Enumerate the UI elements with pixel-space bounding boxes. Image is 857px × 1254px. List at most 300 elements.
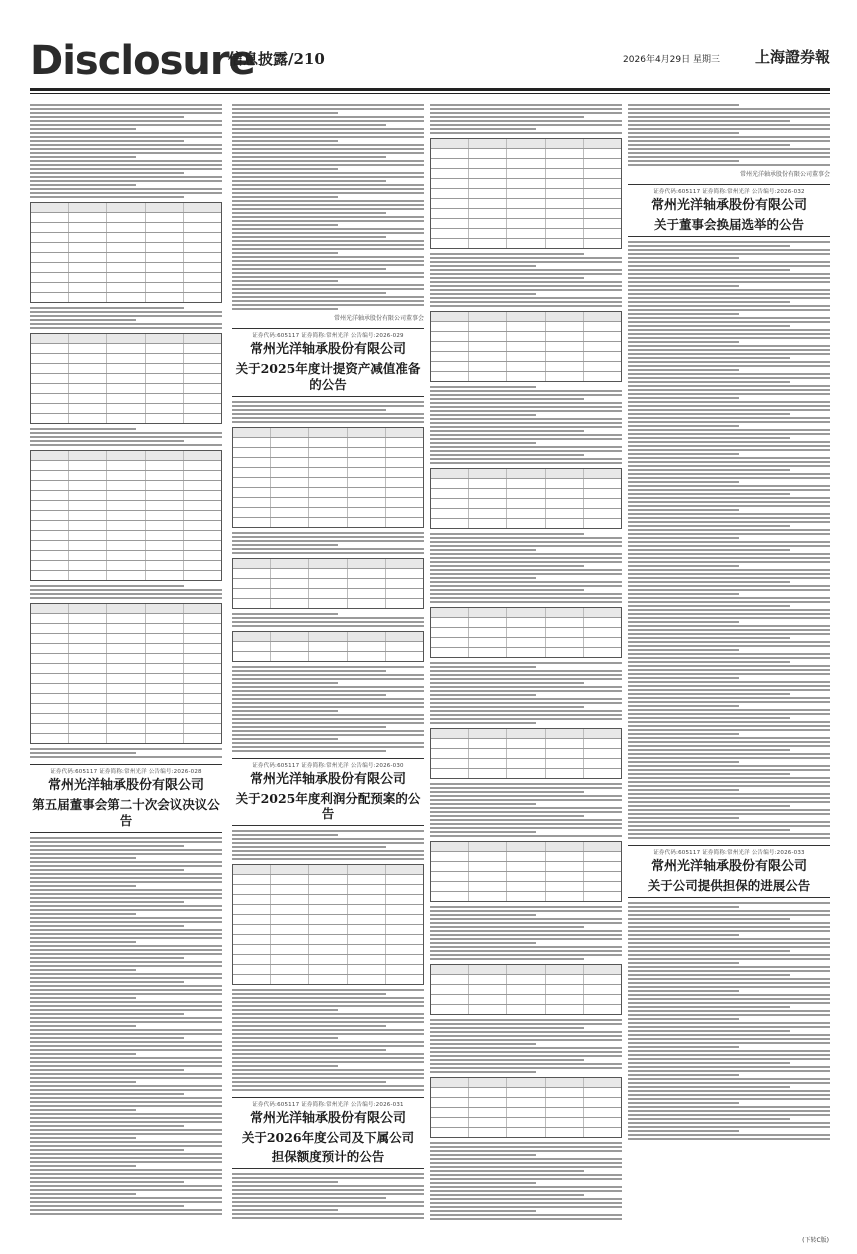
table-cell [184, 634, 221, 643]
table-cell [184, 604, 221, 613]
announcement-title: 第五届董事会第二十次会议决议公告 [32, 797, 220, 828]
text-line [430, 430, 584, 432]
table-cell [507, 842, 545, 851]
table-cell [469, 159, 507, 168]
table-cell [69, 604, 107, 613]
table-cell [146, 203, 184, 212]
table-cell [584, 219, 621, 228]
table-cell [271, 632, 309, 641]
table-row [233, 488, 423, 498]
text-line [628, 1110, 830, 1112]
table-cell [107, 501, 145, 510]
text-line [30, 180, 222, 182]
table-cell [309, 875, 347, 884]
table-cell [146, 364, 184, 373]
text-line [430, 1027, 584, 1029]
table-cell [309, 975, 347, 984]
text-line [628, 265, 830, 267]
text-line [30, 845, 184, 847]
text-line [430, 795, 622, 797]
text-line [628, 926, 830, 928]
text-line [628, 545, 830, 547]
table-cell [69, 404, 107, 413]
text-line [30, 1065, 222, 1067]
table-cell [546, 159, 584, 168]
table-cell [469, 1118, 507, 1127]
table-cell [69, 654, 107, 663]
table-cell [233, 448, 271, 457]
text-line [30, 1117, 222, 1119]
table-cell [386, 885, 423, 894]
text-line [628, 1118, 790, 1120]
table-cell [546, 332, 584, 341]
table-cell [584, 1005, 621, 1014]
text-line [430, 710, 622, 712]
text-line [628, 485, 830, 487]
table-row [233, 652, 423, 661]
table-cell [507, 209, 545, 218]
text-line [232, 120, 424, 122]
table-row [233, 875, 423, 885]
text-line [30, 1125, 184, 1127]
table-cell [233, 955, 271, 964]
table-row [431, 159, 621, 169]
column-2 [232, 102, 424, 1220]
text-line [430, 418, 622, 420]
table-cell [146, 571, 184, 580]
table-cell [584, 862, 621, 871]
text-line [628, 705, 739, 707]
masthead-rule [30, 88, 830, 91]
table-cell [233, 945, 271, 954]
table-cell [469, 975, 507, 984]
text-line [30, 1013, 184, 1015]
text-line [232, 124, 386, 126]
table-cell [546, 739, 584, 748]
table-row [431, 1005, 621, 1014]
text-line [430, 422, 622, 424]
table-cell [507, 169, 545, 178]
text-line [30, 1041, 222, 1043]
text-line [628, 633, 830, 635]
table-row [31, 384, 221, 394]
text-line [430, 674, 622, 676]
announcement-code: 证券代码:605117 证券简称:常州光洋 公告编号:2026-029 [252, 333, 404, 339]
text-line [232, 284, 424, 286]
text-line [628, 120, 790, 122]
text-line [628, 1062, 790, 1064]
table-cell [31, 571, 69, 580]
table-cell [184, 654, 221, 663]
table-cell [507, 499, 545, 508]
text-line [232, 854, 424, 856]
table-cell [31, 531, 69, 540]
table-cell [146, 501, 184, 510]
text-line [232, 1189, 424, 1191]
table-row [31, 734, 221, 743]
text-line [430, 1047, 622, 1049]
table-cell [146, 273, 184, 282]
table-cell [107, 344, 145, 353]
table-cell [69, 253, 107, 262]
text-line [30, 124, 222, 126]
table-cell [546, 219, 584, 228]
table-cell [184, 734, 221, 743]
text-line [232, 196, 338, 198]
table-cell [31, 624, 69, 633]
table-cell [233, 925, 271, 934]
table-cell [233, 905, 271, 914]
table-cell [431, 862, 469, 871]
text-line [628, 241, 830, 243]
text-line [628, 1114, 830, 1116]
text-line [232, 300, 424, 302]
table-cell [107, 724, 145, 733]
text-line [628, 445, 830, 447]
table-row [431, 1128, 621, 1137]
table-cell [507, 985, 545, 994]
table-cell [431, 628, 469, 637]
table-cell [31, 471, 69, 480]
text-line [628, 397, 739, 399]
text-line [30, 1133, 222, 1135]
text-line [628, 789, 739, 791]
table-row [431, 312, 621, 322]
text-line [628, 569, 830, 571]
table-cell [233, 498, 271, 507]
text-line [30, 1025, 136, 1027]
text-line [628, 697, 830, 699]
text-line [628, 829, 790, 831]
text-line [232, 714, 424, 716]
table-row [233, 518, 423, 527]
table-row [431, 985, 621, 995]
text-line [430, 682, 584, 684]
text-line [30, 176, 222, 178]
table-row [431, 1078, 621, 1088]
text-line [430, 922, 622, 924]
table-cell [31, 614, 69, 623]
table-row [233, 589, 423, 599]
table-row [233, 642, 423, 652]
table-row [431, 499, 621, 509]
text-line [232, 1053, 424, 1055]
table-row [31, 283, 221, 293]
text-line [30, 156, 136, 158]
text-line [628, 934, 739, 936]
text-line [628, 605, 790, 607]
table-cell [431, 892, 469, 901]
table-cell [431, 882, 469, 891]
text-line [30, 748, 222, 750]
data-table [430, 964, 622, 1015]
table-cell [69, 273, 107, 282]
text-line [30, 865, 222, 867]
text-line [430, 1162, 622, 1164]
text-line [628, 369, 739, 371]
table-cell [386, 865, 423, 874]
table-row [31, 374, 221, 384]
text-line [628, 249, 830, 251]
text-line [30, 877, 222, 879]
table-cell [146, 394, 184, 403]
text-line [628, 549, 790, 551]
text-line [430, 1067, 622, 1069]
text-line [628, 958, 830, 960]
text-line [30, 1109, 136, 1111]
table-cell [69, 551, 107, 560]
table-cell [146, 481, 184, 490]
column-4 [628, 102, 830, 1220]
text-line [232, 850, 424, 852]
announcement-company: 常州光洋轴承股份有限公司 [249, 1111, 406, 1126]
text-line [628, 269, 790, 271]
table-cell [146, 551, 184, 560]
text-line [628, 649, 739, 651]
table-cell [546, 519, 584, 528]
table-cell [69, 511, 107, 520]
text-line [430, 1214, 622, 1216]
table-cell [146, 674, 184, 683]
text-line [430, 406, 622, 408]
table-cell [348, 935, 386, 944]
table-cell [184, 334, 221, 343]
table-cell [348, 508, 386, 517]
table-cell [348, 965, 386, 974]
table-row [31, 614, 221, 624]
text-line [628, 112, 830, 114]
text-line [628, 725, 830, 727]
table-row [431, 352, 621, 362]
table-cell [146, 213, 184, 222]
text-line [628, 505, 830, 507]
text-line [232, 276, 424, 278]
table-cell [146, 561, 184, 570]
text-line [232, 1057, 424, 1059]
table-cell [309, 498, 347, 507]
text-line [30, 1149, 184, 1151]
table-cell [69, 344, 107, 353]
text-line [30, 1009, 222, 1011]
table-row [31, 501, 221, 511]
table-cell [469, 312, 507, 321]
text-line [628, 1002, 830, 1004]
table-cell [107, 283, 145, 292]
table-row [431, 509, 621, 519]
table-cell [431, 219, 469, 228]
text-line [232, 272, 424, 274]
text-line [628, 942, 830, 944]
text-line [430, 942, 536, 944]
text-line [30, 893, 222, 895]
table-cell [348, 642, 386, 651]
table-cell [69, 233, 107, 242]
table-cell [386, 965, 423, 974]
table-cell [431, 638, 469, 647]
text-line [232, 288, 424, 290]
table-cell [584, 519, 621, 528]
text-line [628, 301, 790, 303]
table-row [431, 1098, 621, 1108]
text-line [232, 1001, 424, 1003]
text-line [232, 296, 424, 298]
text-line [628, 293, 830, 295]
table-cell [69, 283, 107, 292]
text-line [430, 601, 622, 603]
table-cell [348, 632, 386, 641]
table-row [431, 362, 621, 372]
table-cell [546, 892, 584, 901]
text-line [30, 756, 222, 758]
text-line [232, 280, 338, 282]
text-line [30, 989, 222, 991]
table-cell [233, 428, 271, 437]
table-cell [507, 618, 545, 627]
text-line [232, 184, 424, 186]
table-cell [507, 749, 545, 758]
table-cell [431, 759, 469, 768]
table-cell [107, 451, 145, 460]
table-cell [233, 642, 271, 651]
table-cell [146, 374, 184, 383]
text-line [232, 1009, 338, 1011]
text-line [232, 264, 424, 266]
table-cell [146, 384, 184, 393]
table-cell [348, 885, 386, 894]
table-cell [309, 589, 347, 598]
table-cell [431, 852, 469, 861]
table-row [31, 354, 221, 364]
text-line [628, 345, 830, 347]
table-cell [107, 233, 145, 242]
table-row [431, 479, 621, 489]
table-row [31, 531, 221, 541]
text-line [30, 184, 136, 186]
table-cell [31, 724, 69, 733]
text-line [628, 693, 790, 695]
table-cell [507, 469, 545, 478]
table-cell [69, 684, 107, 693]
text-line [430, 1154, 536, 1156]
table-cell [309, 632, 347, 641]
text-line [430, 690, 622, 692]
text-line [30, 841, 222, 843]
text-line [430, 1202, 622, 1204]
text-line [628, 817, 739, 819]
table-cell [507, 882, 545, 891]
text-line [430, 269, 622, 271]
table-cell [507, 1128, 545, 1137]
table-cell [146, 334, 184, 343]
text-line [30, 1017, 222, 1019]
table-cell [507, 975, 545, 984]
table-cell [184, 644, 221, 653]
table-cell [507, 139, 545, 148]
text-line [628, 813, 830, 815]
body-text-block [430, 533, 622, 603]
table-cell [146, 704, 184, 713]
text-line [430, 273, 622, 275]
text-line [430, 938, 622, 940]
table-row [431, 965, 621, 975]
text-line [628, 128, 830, 130]
text-line [628, 341, 739, 343]
table-cell [431, 769, 469, 778]
table-cell [507, 1098, 545, 1107]
table-cell [233, 915, 271, 924]
data-table [430, 311, 622, 382]
text-line [430, 930, 622, 932]
text-line [232, 304, 424, 306]
table-cell [233, 458, 271, 467]
text-line [30, 432, 222, 434]
table-cell [309, 642, 347, 651]
body-text-block [30, 428, 222, 446]
text-line [232, 997, 424, 999]
text-line [628, 257, 739, 259]
table-cell [507, 965, 545, 974]
text-line [30, 953, 222, 955]
text-line [430, 1055, 622, 1057]
text-line [628, 409, 830, 411]
table-cell [469, 648, 507, 657]
text-line [628, 597, 830, 599]
table-cell [469, 219, 507, 228]
table-cell [469, 882, 507, 891]
text-line [30, 1213, 222, 1215]
text-line [430, 454, 584, 456]
table-cell [431, 499, 469, 508]
announcement-title: 关于2025年度利润分配预案的公告 [235, 790, 421, 822]
text-line [628, 449, 830, 451]
text-line [30, 315, 222, 317]
table-cell [507, 1078, 545, 1087]
table-cell [584, 372, 621, 381]
table-cell [107, 394, 145, 403]
table-cell [184, 704, 221, 713]
text-line [232, 621, 424, 623]
text-line [30, 148, 222, 150]
text-line [628, 501, 830, 503]
text-line [232, 140, 338, 142]
table-cell [431, 729, 469, 738]
data-table [232, 427, 424, 528]
table-cell [146, 511, 184, 520]
text-line [232, 1089, 424, 1091]
text-line [430, 434, 622, 436]
table-cell [584, 769, 621, 778]
text-line [628, 629, 830, 631]
table-cell [309, 935, 347, 944]
announcement-company: 常州光洋轴承股份有限公司 [650, 858, 807, 874]
text-line [30, 1037, 184, 1039]
table-cell [507, 149, 545, 158]
table-cell [309, 448, 347, 457]
table-cell [584, 739, 621, 748]
table-cell [233, 508, 271, 517]
text-line [628, 465, 830, 467]
table-cell [271, 905, 309, 914]
text-line [430, 918, 622, 920]
text-line [628, 797, 830, 799]
table-cell [31, 354, 69, 363]
text-line [430, 1039, 622, 1041]
table-cell [146, 521, 184, 530]
table-cell [184, 253, 221, 262]
text-line [628, 305, 830, 307]
table-cell [146, 614, 184, 623]
table-row [31, 213, 221, 223]
